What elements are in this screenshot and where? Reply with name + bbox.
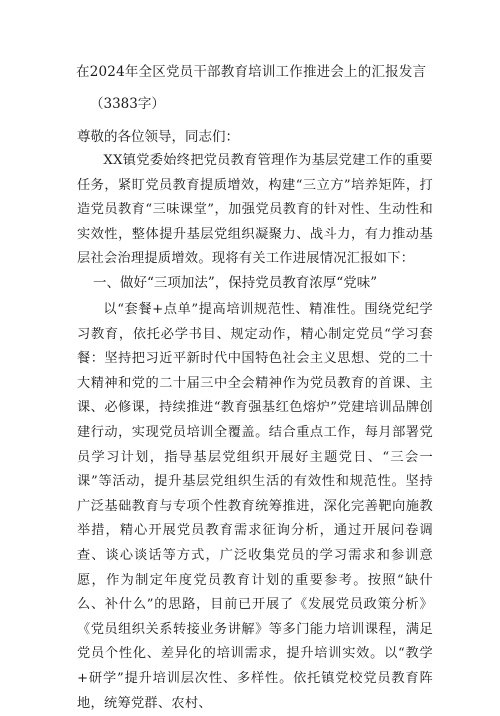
- paragraph-section-1: 以“套餐+点单”提高培训规范性、精准性。围绕党纪学习教育，依托必学书目、规定动作，精心制定党员“学习套餐：坚持把习近平新时代中国特色社会主义思想、党的二十大精神和党的二十届三中全会精神作为党员教育的首课、主课、必修课，持续推进“教育强基红色熔炉”党建培训品牌创建行动，实现党员培训全覆盖。结合重点工作，每月部署党员学习计划，指导基层党组织开展好主题党日、“三会一课”等活动，提升基层党组织生活的有效性和规范性。坚持广泛基础教育与专项个性教育统筹推进，深化完善靶向施教举措，精心开展党员教育需求征询分析，通过开展问卷调查、谈心谈话等方式，广泛收集党员的学习需求和参训意愿，作为制定年度党员教育计划的重要参考。按照“缺什么、补什么”的思路，目前已开展了《发展党员政策分析》《党员组织关系转接业务讲解》等多门能力培训课程，满足党员个性化、差异化的培训需求，提升培训实效。以“教学+研学”提升培训层次性、多样性。依托镇党校党员教育阵地，统筹党群、农村、: [77, 302, 433, 711]
- document-title: 在2024年全区党员干部教育培训工作推进会上的汇报发言: [76, 64, 427, 80]
- word-count: （3383字）: [90, 96, 165, 112]
- salutation: 尊敬的各位领导，同志们：: [77, 129, 239, 145]
- paragraph-intro: XX镇党委始终把党员教育管理作为基层党建工作的重要任务，紧盯党员教育提质增效，构建“三立方”培养矩阵，打造党员教育“三味课堂”，加强党员教育的针对性、生动性和实效性，整体提升基层党组织凝聚力、战斗力，有力推动基层社会治理提质增效。现将有关工作进展情况汇报如下：: [77, 153, 433, 267]
- section-heading-1: 一、做好“三项加法”，保持党员教育浓厚“党味”: [93, 275, 378, 291]
